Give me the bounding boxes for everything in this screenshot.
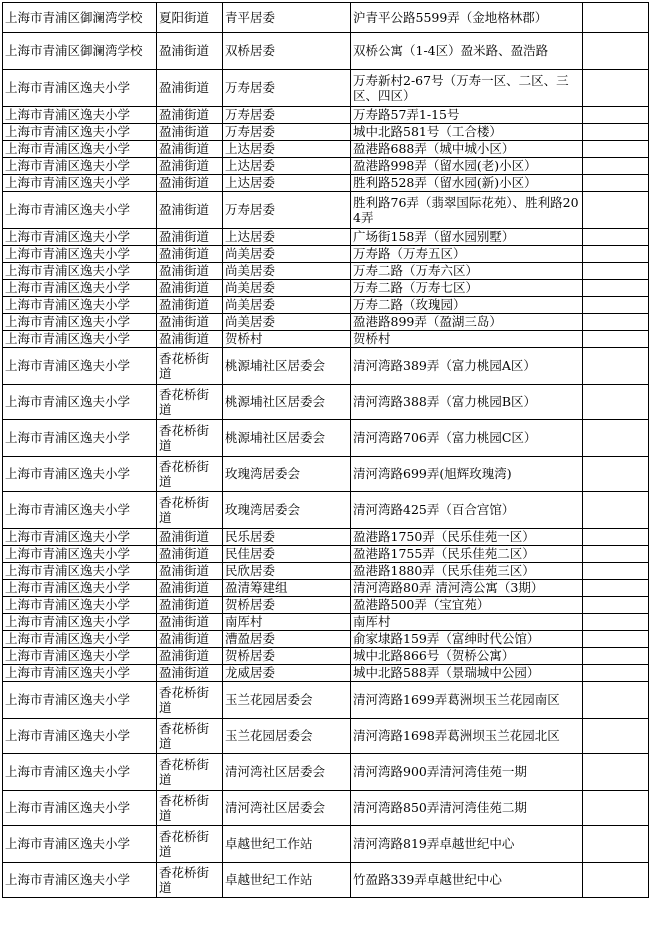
- table-row: [3, 682, 649, 719]
- address-cell: 清河湾路819弄卓越世纪中心: [351, 826, 583, 863]
- school-cell: 上海市青浦区逸夫小学: [3, 597, 157, 614]
- extra-cell: [583, 297, 649, 314]
- committee-cell: 民乐居委: [223, 529, 351, 546]
- address-cell: 万寿二路（万寿六区）: [351, 263, 583, 280]
- address-cell: 清河湾路1699弄葛洲坝玉兰花园南区: [351, 682, 583, 719]
- school-cell: 上海市青浦区逸夫小学: [3, 826, 157, 863]
- school-cell: 上海市青浦区逸夫小学: [3, 192, 157, 229]
- street-cell: 香花桥街道: [157, 682, 223, 719]
- extra-cell: [583, 682, 649, 719]
- committee-cell: 玫瑰湾居委会: [223, 492, 351, 529]
- table-row: [3, 141, 649, 158]
- committee-cell: 漕盈居委: [223, 631, 351, 648]
- address-cell: 盈港路899弄（盈湖三岛）: [351, 314, 583, 331]
- extra-cell: [583, 546, 649, 563]
- committee-cell: 尚美居委: [223, 263, 351, 280]
- street-cell: 盈浦街道: [157, 107, 223, 124]
- school-cell: 上海市青浦区逸夫小学: [3, 175, 157, 192]
- street-cell: 香花桥街道: [157, 754, 223, 791]
- school-cell: 上海市青浦区逸夫小学: [3, 754, 157, 791]
- school-cell: 上海市青浦区逸夫小学: [3, 420, 157, 457]
- street-cell: 香花桥街道: [157, 457, 223, 492]
- extra-cell: [583, 614, 649, 631]
- enrollment-table: [2, 2, 649, 898]
- extra-cell: [583, 385, 649, 420]
- committee-cell: 尚美居委: [223, 246, 351, 263]
- address-cell: 广场街158弄（留水园别墅）: [351, 229, 583, 246]
- extra-cell: [583, 331, 649, 348]
- school-cell: 上海市青浦区逸夫小学: [3, 492, 157, 529]
- school-cell: 上海市青浦区逸夫小学: [3, 614, 157, 631]
- table-row: [3, 614, 649, 631]
- street-cell: 盈浦街道: [157, 665, 223, 682]
- address-cell: 盈港路500弄（宝宜苑）: [351, 597, 583, 614]
- street-cell: 盈浦街道: [157, 141, 223, 158]
- address-cell: 南厍村: [351, 614, 583, 631]
- table-row: [3, 563, 649, 580]
- school-cell: 上海市青浦区逸夫小学: [3, 263, 157, 280]
- address-cell: 胜利路76弄（翡翠国际花苑）、胜利路204弄: [351, 192, 583, 229]
- extra-cell: [583, 791, 649, 826]
- street-cell: 香花桥街道: [157, 719, 223, 754]
- address-cell: 盈港路998弄（留水园(老)小区）: [351, 158, 583, 175]
- table-row: [3, 385, 649, 420]
- committee-cell: 民欣居委: [223, 563, 351, 580]
- street-cell: 香花桥街道: [157, 492, 223, 529]
- committee-cell: 南厍村: [223, 614, 351, 631]
- school-cell: 上海市青浦区御澜湾学校: [3, 33, 157, 70]
- school-cell: 上海市青浦区逸夫小学: [3, 314, 157, 331]
- school-cell: 上海市青浦区逸夫小学: [3, 348, 157, 385]
- table-row: [3, 314, 649, 331]
- committee-cell: 贺桥居委: [223, 597, 351, 614]
- address-cell: 盈港路1880弄（民乐佳苑三区）: [351, 563, 583, 580]
- committee-cell: 万寿居委: [223, 70, 351, 107]
- school-cell: 上海市青浦区逸夫小学: [3, 70, 157, 107]
- address-cell: 清河湾路850弄清河湾佳苑二期: [351, 791, 583, 826]
- table-row: [3, 529, 649, 546]
- school-cell: 上海市青浦区逸夫小学: [3, 529, 157, 546]
- school-cell: 上海市青浦区逸夫小学: [3, 297, 157, 314]
- address-cell: 沪青平公路5599弄（金地格林郡）: [351, 3, 583, 33]
- school-cell: 上海市青浦区逸夫小学: [3, 331, 157, 348]
- table-row: [3, 863, 649, 898]
- school-cell: 上海市青浦区逸夫小学: [3, 107, 157, 124]
- address-cell: 清河湾路900弄清河湾佳苑一期: [351, 754, 583, 791]
- address-cell: 城中北路588弄（景瑞城中公园）: [351, 665, 583, 682]
- table-row: [3, 229, 649, 246]
- address-cell: 万寿新村2-67号（万寿一区、二区、三区、四区）: [351, 70, 583, 107]
- school-cell: 上海市青浦区逸夫小学: [3, 682, 157, 719]
- address-cell: 盈港路1755弄（民乐佳苑二区）: [351, 546, 583, 563]
- address-cell: 城中北路581号（工合楼）: [351, 124, 583, 141]
- street-cell: 盈浦街道: [157, 124, 223, 141]
- address-cell: 万寿路57弄1-15号: [351, 107, 583, 124]
- address-cell: 盈港路1750弄（民乐佳苑一区）: [351, 529, 583, 546]
- extra-cell: [583, 314, 649, 331]
- committee-cell: 玉兰花园居委会: [223, 719, 351, 754]
- street-cell: 盈浦街道: [157, 614, 223, 631]
- street-cell: 盈浦街道: [157, 280, 223, 297]
- street-cell: 盈浦街道: [157, 70, 223, 107]
- committee-cell: 清河湾社区居委会: [223, 754, 351, 791]
- table-row: [3, 457, 649, 492]
- table-row: [3, 175, 649, 192]
- table-row: [3, 826, 649, 863]
- committee-cell: 卓越世纪工作站: [223, 826, 351, 863]
- committee-cell: 尚美居委: [223, 280, 351, 297]
- address-cell: 清河湾路699弄(旭辉玫瑰湾): [351, 457, 583, 492]
- school-cell: 上海市青浦区逸夫小学: [3, 457, 157, 492]
- table-row: [3, 348, 649, 385]
- table-row: [3, 280, 649, 297]
- extra-cell: [583, 70, 649, 107]
- extra-cell: [583, 124, 649, 141]
- table-row: [3, 580, 649, 597]
- street-cell: 盈浦街道: [157, 297, 223, 314]
- school-cell: 上海市青浦区逸夫小学: [3, 665, 157, 682]
- extra-cell: [583, 529, 649, 546]
- committee-cell: 尚美居委: [223, 314, 351, 331]
- street-cell: 盈浦街道: [157, 580, 223, 597]
- table-row: [3, 33, 649, 70]
- committee-cell: 桃源埔社区居委会: [223, 385, 351, 420]
- address-cell: 竹盈路339弄卓越世纪中心: [351, 863, 583, 898]
- street-cell: 盈浦街道: [157, 631, 223, 648]
- extra-cell: [583, 141, 649, 158]
- school-cell: 上海市青浦区逸夫小学: [3, 648, 157, 665]
- address-cell: 万寿二路（万寿七区）: [351, 280, 583, 297]
- committee-cell: 万寿居委: [223, 107, 351, 124]
- table-row: [3, 331, 649, 348]
- school-cell: 上海市青浦区逸夫小学: [3, 791, 157, 826]
- address-cell: 城中北路866号（贺桥公寓）: [351, 648, 583, 665]
- table-row: [3, 791, 649, 826]
- address-cell: 清河湾路80弄 清河湾公寓（3期）: [351, 580, 583, 597]
- street-cell: 香花桥街道: [157, 348, 223, 385]
- school-cell: 上海市青浦区逸夫小学: [3, 246, 157, 263]
- committee-cell: 贺桥居委: [223, 648, 351, 665]
- extra-cell: [583, 420, 649, 457]
- street-cell: 盈浦街道: [157, 229, 223, 246]
- school-cell: 上海市青浦区逸夫小学: [3, 385, 157, 420]
- school-cell: 上海市青浦区逸夫小学: [3, 863, 157, 898]
- table-row: [3, 297, 649, 314]
- extra-cell: [583, 863, 649, 898]
- committee-cell: 玉兰花园居委会: [223, 682, 351, 719]
- extra-cell: [583, 597, 649, 614]
- committee-cell: 上达居委: [223, 141, 351, 158]
- address-cell: 清河湾路425弄（百合宫馆）: [351, 492, 583, 529]
- street-cell: 盈浦街道: [157, 175, 223, 192]
- school-cell: 上海市青浦区逸夫小学: [3, 631, 157, 648]
- committee-cell: 清河湾社区居委会: [223, 791, 351, 826]
- committee-cell: 龙威居委: [223, 665, 351, 682]
- table-row: [3, 719, 649, 754]
- extra-cell: [583, 648, 649, 665]
- address-cell: 贺桥村: [351, 331, 583, 348]
- table-row: [3, 631, 649, 648]
- street-cell: 香花桥街道: [157, 420, 223, 457]
- extra-cell: [583, 826, 649, 863]
- extra-cell: [583, 665, 649, 682]
- extra-cell: [583, 263, 649, 280]
- table-row: [3, 107, 649, 124]
- school-cell: 上海市青浦区逸夫小学: [3, 719, 157, 754]
- extra-cell: [583, 457, 649, 492]
- table-row: [3, 158, 649, 175]
- committee-cell: 民佳居委: [223, 546, 351, 563]
- street-cell: 盈浦街道: [157, 648, 223, 665]
- school-cell: 上海市青浦区逸夫小学: [3, 158, 157, 175]
- committee-cell: 尚美居委: [223, 297, 351, 314]
- committee-cell: 上达居委: [223, 158, 351, 175]
- table-row: [3, 597, 649, 614]
- school-cell: 上海市青浦区逸夫小学: [3, 563, 157, 580]
- table-row: [3, 263, 649, 280]
- school-cell: 上海市青浦区逸夫小学: [3, 580, 157, 597]
- table-row: [3, 546, 649, 563]
- extra-cell: [583, 107, 649, 124]
- extra-cell: [583, 580, 649, 597]
- street-cell: 盈浦街道: [157, 158, 223, 175]
- committee-cell: 桃源埔社区居委会: [223, 420, 351, 457]
- address-cell: 万寿二路（玫瑰园）: [351, 297, 583, 314]
- address-cell: 清河湾路1698弄葛洲坝玉兰花园北区: [351, 719, 583, 754]
- extra-cell: [583, 563, 649, 580]
- committee-cell: 上达居委: [223, 175, 351, 192]
- street-cell: 香花桥街道: [157, 791, 223, 826]
- address-cell: 双桥公寓（1-4区）盈米路、盈浩路: [351, 33, 583, 70]
- committee-cell: 盈清筹建组: [223, 580, 351, 597]
- table-row: [3, 420, 649, 457]
- street-cell: 盈浦街道: [157, 263, 223, 280]
- extra-cell: [583, 492, 649, 529]
- address-cell: 盈港路688弄（城中城小区）: [351, 141, 583, 158]
- address-cell: 清河湾路389弄（富力桃园A区）: [351, 348, 583, 385]
- address-cell: 清河湾路388弄（富力桃园B区）: [351, 385, 583, 420]
- extra-cell: [583, 158, 649, 175]
- table-row: [3, 648, 649, 665]
- extra-cell: [583, 246, 649, 263]
- extra-cell: [583, 631, 649, 648]
- school-cell: 上海市青浦区逸夫小学: [3, 141, 157, 158]
- street-cell: 香花桥街道: [157, 863, 223, 898]
- school-cell: 上海市青浦区逸夫小学: [3, 280, 157, 297]
- street-cell: 香花桥街道: [157, 385, 223, 420]
- table-row: [3, 246, 649, 263]
- street-cell: 盈浦街道: [157, 33, 223, 70]
- extra-cell: [583, 719, 649, 754]
- table-row: [3, 70, 649, 107]
- school-cell: 上海市青浦区逸夫小学: [3, 546, 157, 563]
- committee-cell: 万寿居委: [223, 192, 351, 229]
- table-row: [3, 124, 649, 141]
- address-cell: 胜利路528弄（留水园(新)小区）: [351, 175, 583, 192]
- table-row: [3, 3, 649, 33]
- school-cell: 上海市青浦区逸夫小学: [3, 229, 157, 246]
- street-cell: 盈浦街道: [157, 192, 223, 229]
- address-cell: 万寿路（万寿五区）: [351, 246, 583, 263]
- street-cell: 盈浦街道: [157, 314, 223, 331]
- table-row: [3, 192, 649, 229]
- committee-cell: 贺桥村: [223, 331, 351, 348]
- street-cell: 盈浦街道: [157, 597, 223, 614]
- extra-cell: [583, 3, 649, 33]
- school-cell: 上海市青浦区御澜湾学校: [3, 3, 157, 33]
- street-cell: 夏阳街道: [157, 3, 223, 33]
- table-row: [3, 492, 649, 529]
- committee-cell: 玫瑰湾居委会: [223, 457, 351, 492]
- street-cell: 香花桥街道: [157, 826, 223, 863]
- extra-cell: [583, 175, 649, 192]
- street-cell: 盈浦街道: [157, 331, 223, 348]
- extra-cell: [583, 348, 649, 385]
- address-cell: 清河湾路706弄（富力桃园C区）: [351, 420, 583, 457]
- extra-cell: [583, 280, 649, 297]
- table-row: [3, 665, 649, 682]
- extra-cell: [583, 33, 649, 70]
- committee-cell: 上达居委: [223, 229, 351, 246]
- address-cell: 俞家埭路159弄（富绅时代公馆）: [351, 631, 583, 648]
- committee-cell: 双桥居委: [223, 33, 351, 70]
- street-cell: 盈浦街道: [157, 563, 223, 580]
- committee-cell: 万寿居委: [223, 124, 351, 141]
- table-body: [3, 3, 649, 898]
- street-cell: 盈浦街道: [157, 546, 223, 563]
- committee-cell: 卓越世纪工作站: [223, 863, 351, 898]
- committee-cell: 桃源埔社区居委会: [223, 348, 351, 385]
- street-cell: 盈浦街道: [157, 529, 223, 546]
- street-cell: 盈浦街道: [157, 246, 223, 263]
- extra-cell: [583, 754, 649, 791]
- extra-cell: [583, 192, 649, 229]
- school-cell: 上海市青浦区逸夫小学: [3, 124, 157, 141]
- extra-cell: [583, 229, 649, 246]
- committee-cell: 青平居委: [223, 3, 351, 33]
- table-row: [3, 754, 649, 791]
